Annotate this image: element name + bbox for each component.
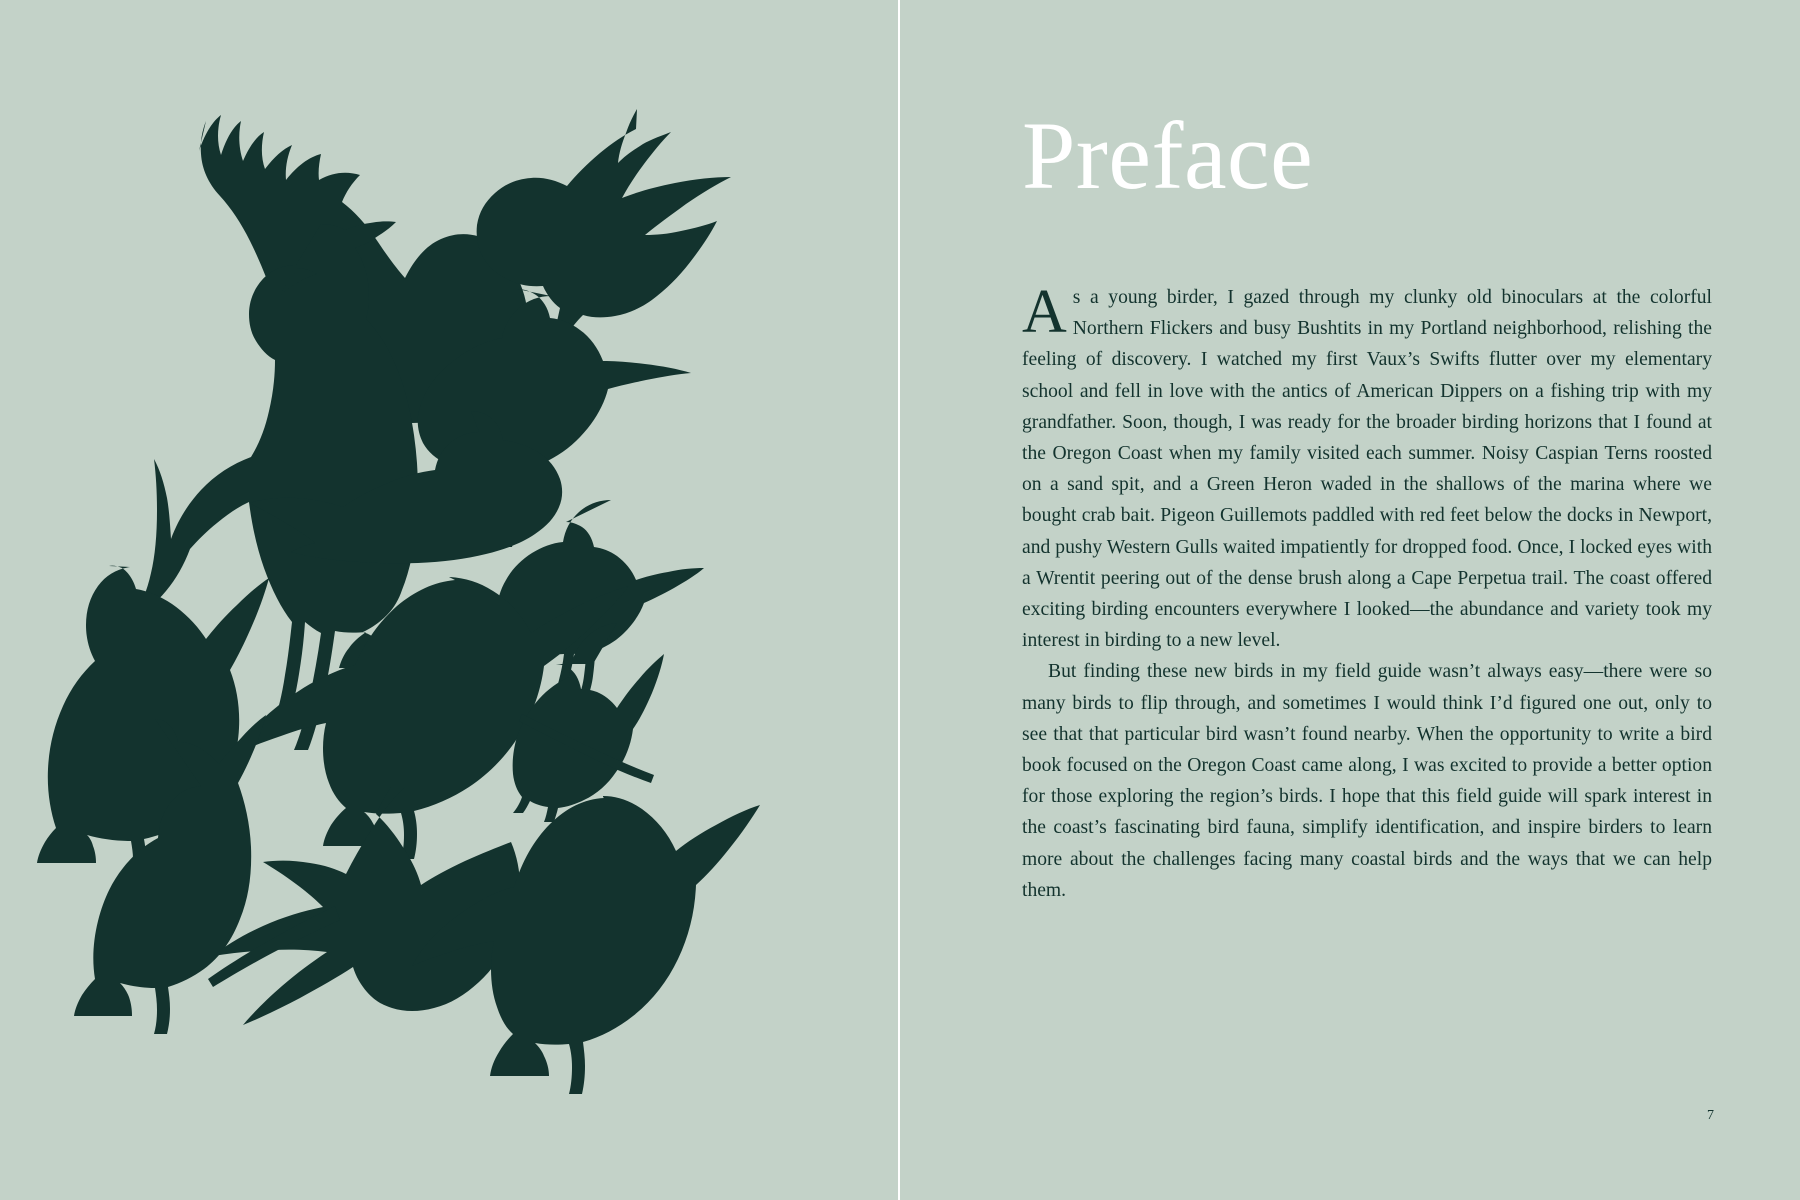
page-number: 7 [1707,1108,1714,1123]
right-page [900,0,1800,1200]
crow-icon [412,796,760,1094]
paragraph-1-text: s a young birder, I gazed through my clunky old binoculars at the colorful Northern Flickers and busy Bushtits in my Portland neighborhood, relishing the feeling of discovery. I watched my first Vaux’s Swifts flutter over my elementary school and fell in love with the antics of American Dippers on a fishing trip with my grandfather. Soon, though, I was ready for the broader birding horizons that I found at the Oregon Coast when my family visited each summer. Noisy Caspian Terns roosted on a sand spit, and a Green Heron waded in the shallows of the marina where we bought crab bait. Pigeon Guillemots paddled with red feet below the docks in Newport, and pushy Western Gulls waited impatiently for dropped food. Once, I locked eyes with a Wrentit peering out of the dense brush along a Cape Perpetua trail. The coast offered exciting birding encounters everywhere I looked—the abundance and variety took my interest in birding to a new level. [1022,287,1712,652]
paragraph-2: But finding these new birds in my field guide wasn’t always easy—there were so many birds to flip through, and sometimes I would think I’d figured one out, only to see that that particular bird wasn’t found nearby. When the opportunity to write a bird book focused on the Oregon Coast came along, I was excited to provide a better option for those exploring the region’s birds. I hope that this field guide will spark interest in the coast’s fascinating bird fauna, simplify identification, and inspire birders to learn more about the challenges facing many coastal birds and the ways that we can help them. [1022,661,1712,901]
body-text [1022,278,1712,906]
paragraph-1 [1022,278,1712,656]
page-title: Preface [1022,102,1314,209]
drop-cap: A [1022,278,1067,346]
